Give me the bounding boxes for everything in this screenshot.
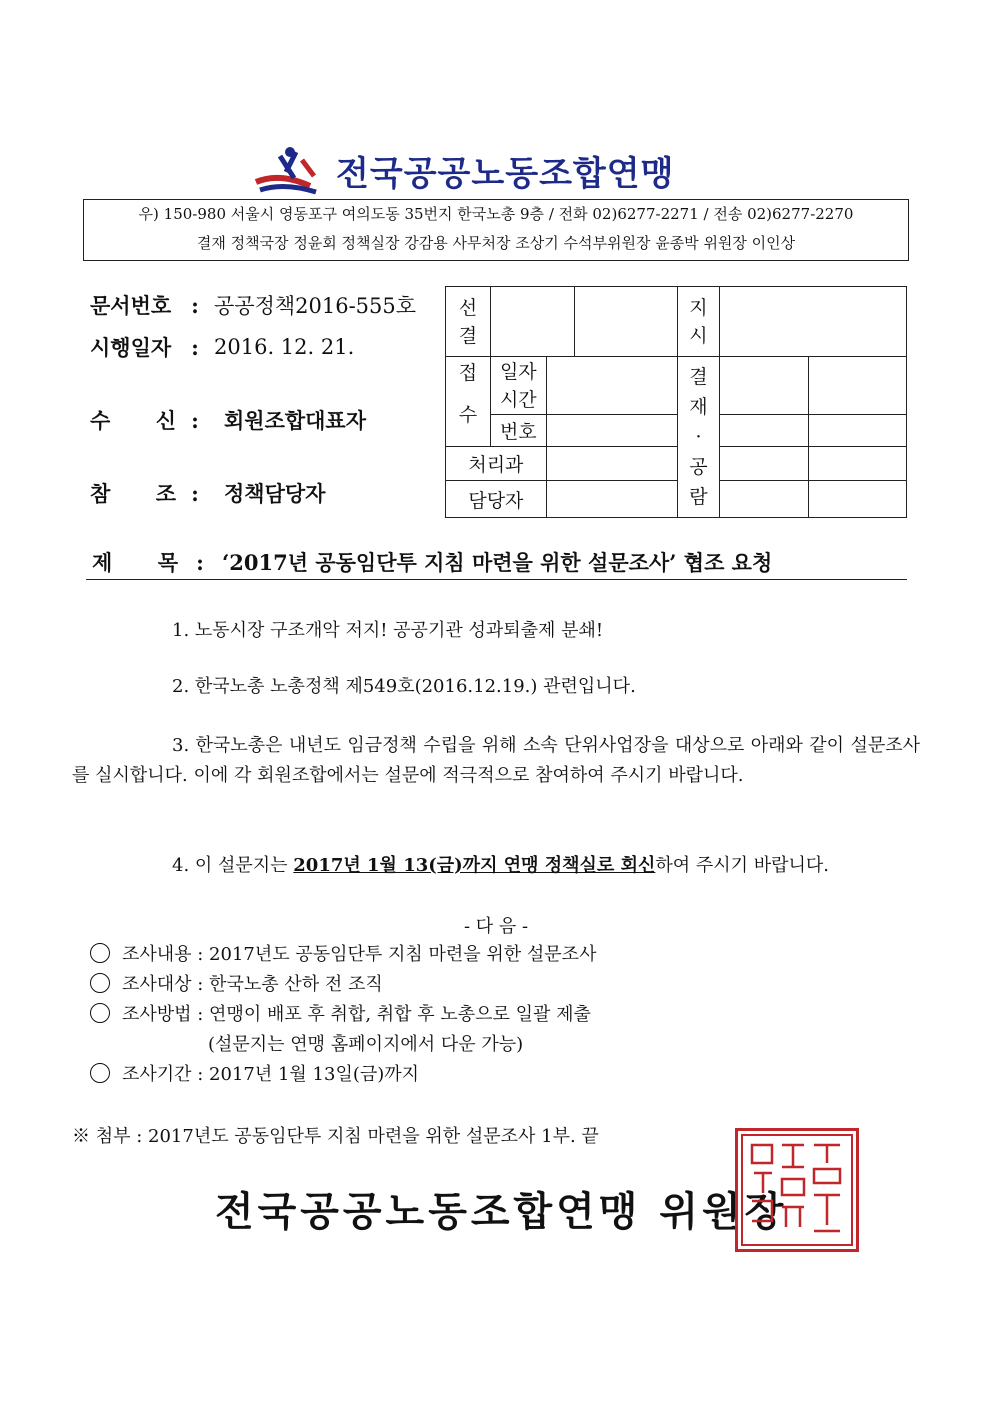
approval-cell [574,287,677,357]
number-label: 번호 [490,415,546,447]
recipient-value: 회원조합대표자 [224,408,367,433]
jeop-su-label: 접 수 [446,357,491,447]
approval-cell [719,447,809,481]
survey-list [90,940,596,1090]
approval-cell [490,287,574,357]
ji-si-label: 지시 [678,287,720,357]
org-logo [250,140,750,200]
signature: 전국공공노동조합연맹 위원장 [215,1189,788,1235]
attachment-note: ※ 첨부 : 2017년도 공동임단투 지침 마련을 위한 설문조사 1부. 끝 [72,1126,599,1147]
approval-cell [719,415,809,447]
circle-bullet-icon [90,1003,110,1023]
seon-gyeol-label: 선결 [446,287,491,357]
paragraph-3: 3. 한국노총은 내년도 임금정책 수립을 위해 소속 단위사업장을 대상으로 아래와 같이 설문조사를 실시합니다. 이에 각 회원조합에서는 설문에 적극적으로 참여하여 주시기 바랍니다. [72,735,920,786]
approval-cell [809,447,907,481]
separator: : [196,549,204,575]
approval-cell [719,357,809,415]
address-box [83,199,909,261]
approval-cell [546,357,677,415]
list-item: 조사내용 : 2017년도 공동임단투 지침 마련을 위한 설문조사 [90,940,596,970]
org-title: 전국공공노동조합연맹 [336,153,675,194]
list-item: 조사방법 : 연맹이 배포 후 취합, 취합 후 노총으로 일괄 제출 [90,1000,596,1030]
approval-cell [809,415,907,447]
separator: : [191,480,199,506]
separator: : [191,407,199,433]
seal-pattern-icon [738,1131,856,1249]
approval-cell [719,481,809,518]
subject-value: ‘2017년 공동임단투 지침 마련을 위한 설문조사’ 협조 요청 [222,550,773,575]
list-item: 조사대상 : 한국노총 산하 전 조직 [90,970,596,1000]
address-line: 우) 150-980 서울시 영동포구 여의도동 35번지 한국노총 9층 / 전화 02)6277-2271 / 전송 02)6277-2270 [138,205,854,223]
list-item: 조사기간 : 2017년 1월 13일(금)까지 [90,1060,596,1090]
org-emblem-icon [250,142,330,198]
date-row [90,332,354,362]
approval-cell [546,481,677,518]
paragraph-2 [72,672,920,702]
approval-cell [546,447,677,481]
approval-line: 결재 정책국장 정윤회 정책실장 강감용 사무처장 조상기 수석부위원장 윤종박 위원장 이인상 [196,234,796,252]
date-value: 2016. 12. 21. [214,335,355,359]
separator: : [191,292,199,318]
approval-table [445,286,907,518]
dept-label: 처리과 [446,447,547,481]
date-time-label: 일자시간 [490,357,546,415]
doc-number-value: 공공정책2016-555호 [214,294,417,318]
paragraph-text: 4. 이 설문지는 [172,855,294,876]
list-item-note: (설문지는 연맹 홈페이지에서 다운 가능) [208,1034,524,1055]
separator: : [191,334,199,360]
circle-bullet-icon [90,973,110,993]
subject-label: 제 목 [92,550,178,575]
manager-label: 담당자 [446,481,547,518]
approval-cell [809,357,907,415]
doc-number-label: 문서번호 [90,293,172,318]
paragraph-4 [72,851,920,881]
recipient-row [90,405,366,435]
subject-row [86,545,907,580]
gyeoljae-label: 결재·공람 [678,357,720,518]
paragraph-text: 하여 주시기 바랍니다. [655,855,830,876]
paragraph-text: 1. 노동시장 구조개악 저지! 공공기관 성과퇴출제 분쇄! [172,620,604,641]
recipient-label: 수 신 [90,408,176,433]
reference-label: 참 조 [90,481,176,506]
date-label: 시행일자 [90,335,172,360]
approval-cell [809,481,907,518]
paragraph-text: 2. 한국노총 노총정책 제549호(2016.12.19.) 관련입니다. [172,676,636,697]
approval-cell [546,415,677,447]
approval-cell [719,287,906,357]
paragraph-1 [72,616,920,646]
reference-row [90,478,325,508]
circle-bullet-icon [90,943,110,963]
circle-bullet-icon [90,1063,110,1083]
official-seal [735,1128,859,1252]
deadline-emphasis: 2017년 1월 13(금)까지 연맹 정책실로 회신 [293,855,656,876]
next-heading: - 다 음 - [463,916,529,937]
reference-value: 정책담당자 [224,481,326,506]
doc-number-row [90,290,416,320]
